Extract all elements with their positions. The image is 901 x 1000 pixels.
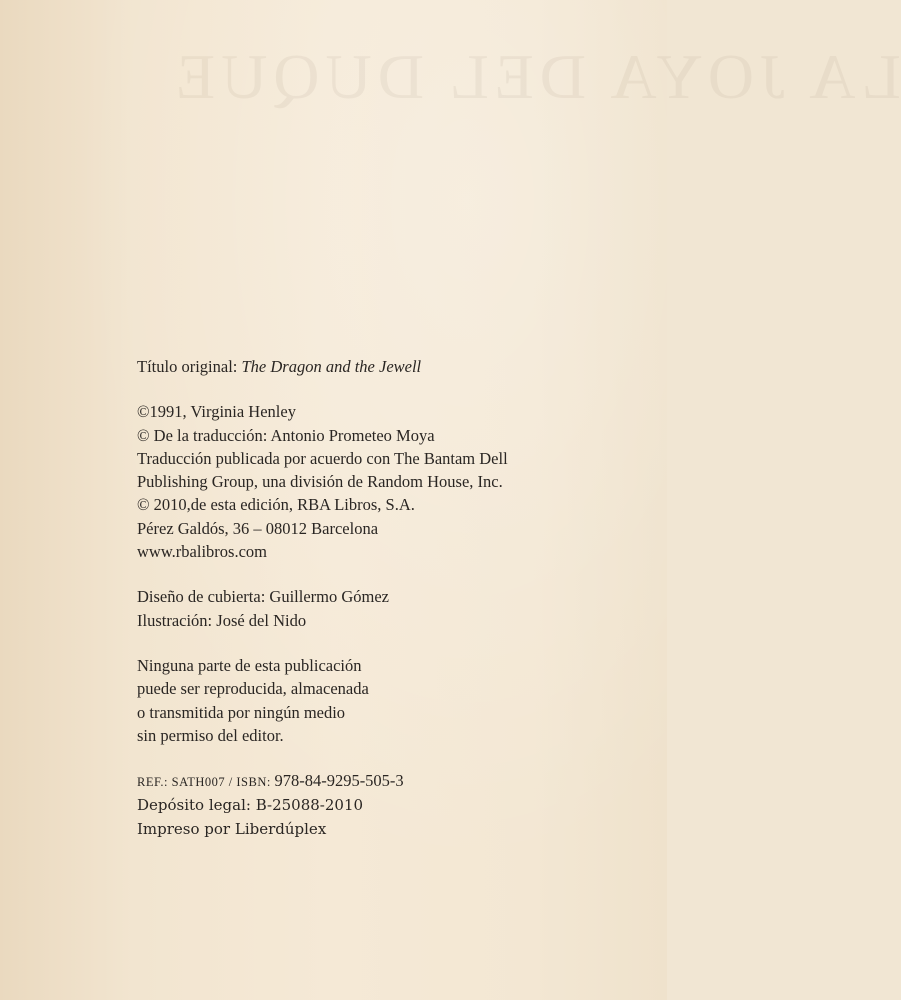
rights-line-1: Ninguna parte de esta publicación bbox=[137, 655, 362, 675]
copyright-edition: © 2010,de esta edición, RBA Libros, S.A. bbox=[137, 495, 415, 515]
ref-label: REF.: SATH007 / ISBN: bbox=[137, 775, 275, 790]
original-title-line bbox=[137, 355, 617, 378]
printer-credit: Impreso por Liberdúplex bbox=[137, 819, 327, 838]
agreement-line-2: Publishing Group, una división de Random House, Inc. bbox=[137, 472, 503, 492]
rights-line-3: o transmitida por ningún medio bbox=[137, 702, 346, 722]
rights-line-2: puede ser reproducida, almacenada bbox=[137, 679, 369, 699]
legal-deposit: Depósito legal: B-25088-2010 bbox=[137, 796, 364, 815]
publisher-website: www.rbalibros.com bbox=[137, 542, 267, 562]
rights-line-4: sin permiso del editor. bbox=[137, 725, 284, 745]
bleed-through-title: LA JOYA DEL DUQUE bbox=[170, 41, 901, 112]
original-title: The Dragon and the Jewell bbox=[241, 357, 422, 376]
cover-design-credit: Diseño de cubierta: Guillermo Gómez bbox=[137, 587, 390, 607]
copyright-author: ©1991, Virginia Henley bbox=[137, 402, 296, 422]
copyright-credits bbox=[137, 355, 617, 841]
agreement-line-1: Traducción publicada por acuerdo con The Bantam Dell bbox=[137, 448, 508, 468]
illustration-credit: Ilustración: José del Nido bbox=[137, 610, 307, 630]
publisher-address: Pérez Galdós, 36 – 08012 Barcelona bbox=[137, 518, 379, 538]
ref-isbn-line bbox=[137, 769, 617, 794]
original-title-label: Título original: bbox=[137, 357, 242, 376]
isbn: 978-84-9295-505-3 bbox=[274, 771, 404, 791]
copyright-translation: © De la traducción: Antonio Prometeo Moya bbox=[137, 425, 435, 445]
